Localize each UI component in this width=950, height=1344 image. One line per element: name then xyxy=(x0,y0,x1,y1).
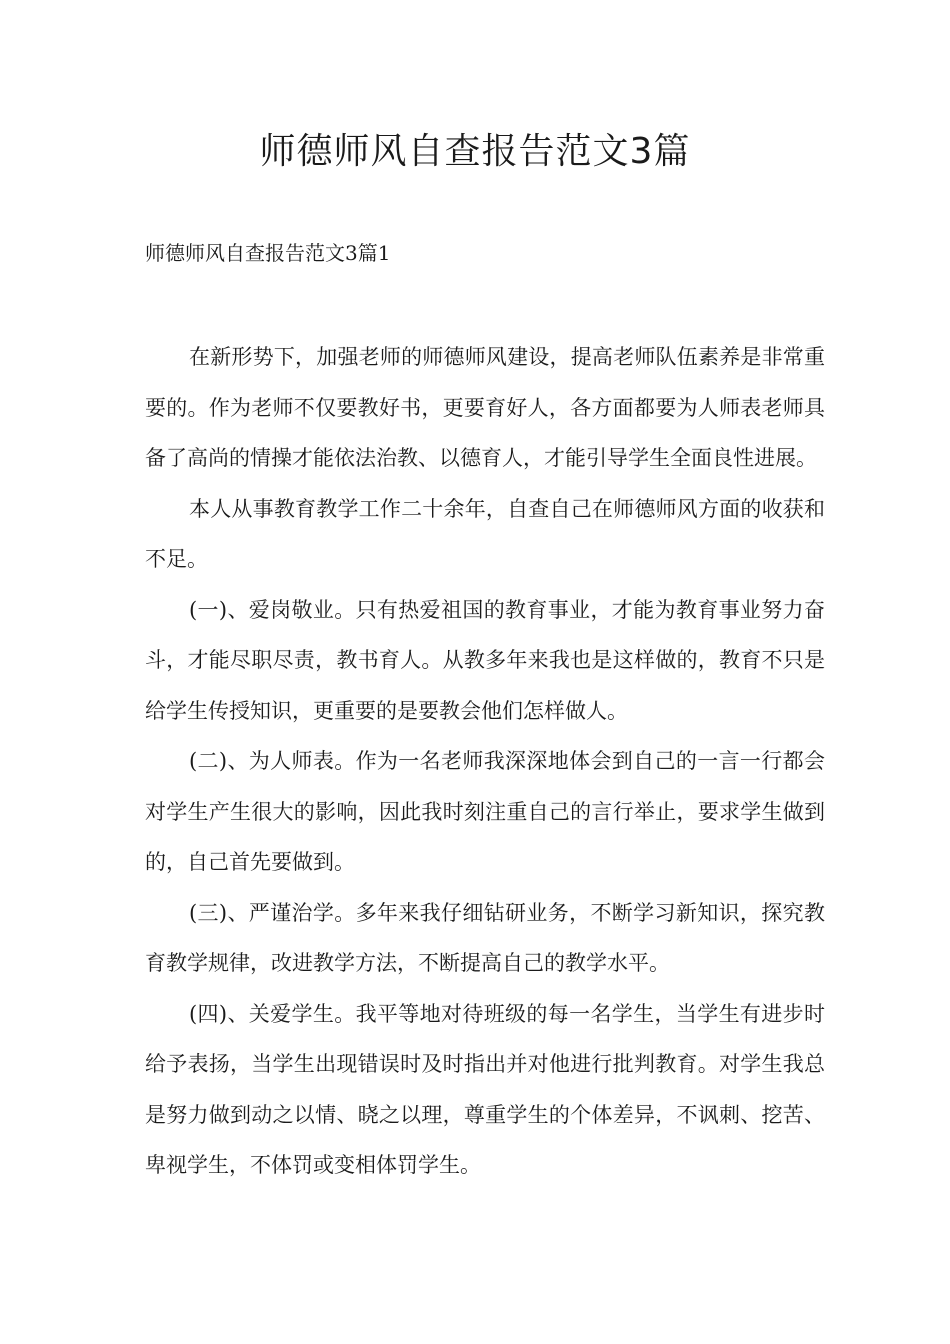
paragraph-dedication: (一)、爱岗敬业。只有热爱祖国的教育事业，才能为教育事业努力奋斗，才能尽职尽责，教书育人。从教多年来我也是这样做的，教育不只是给学生传授知识，更重要的是要教会他们怎样做人。 xyxy=(145,597,825,723)
document-body xyxy=(145,332,825,1191)
section-heading: 师德师风自查报告范文3篇1 xyxy=(145,241,391,265)
paragraph-rigorous-study: (三)、严谨治学。多年来我仔细钻研业务，不断学习新知识，探究教育教学规律，改进教学方法，不断提高自己的教学水平。 xyxy=(145,900,825,975)
document-title: 师德师风自查报告范文3篇 xyxy=(259,131,691,172)
paragraph-role-model: (二)、为人师表。作为一名老师我深深地体会到自己的一言一行都会对学生产生很大的影响，因此我时刻注重自己的言行举止，要求学生做到的，自己首先要做到。 xyxy=(145,749,825,874)
paragraph-intro: 在新形势下，加强老师的师德师风建设，提高老师队伍素养是非常重要的。作为老师不仅要教好书，更要育好人，各方面都要为人师表老师具备了高尚的情操才能依法治教、以德育人，才能引导学生全面良性进展。 xyxy=(145,345,825,470)
paragraph-self-check: 本人从事教育教学工作二十余年，自查自己在师德师风方面的收获和不足。 xyxy=(145,496,825,571)
paragraph-care-students: (四)、关爱学生。我平等地对待班级的每一名学生，当学生有进步时给予表扬，当学生出现错误时及时指出并对他进行批判教育。对学生我总是努力做到动之以情、晓之以理，尊重学生的个体差异，不讽刺、挖苦、卑视学生，不体罚或变相体罚学生。 xyxy=(145,1001,825,1177)
